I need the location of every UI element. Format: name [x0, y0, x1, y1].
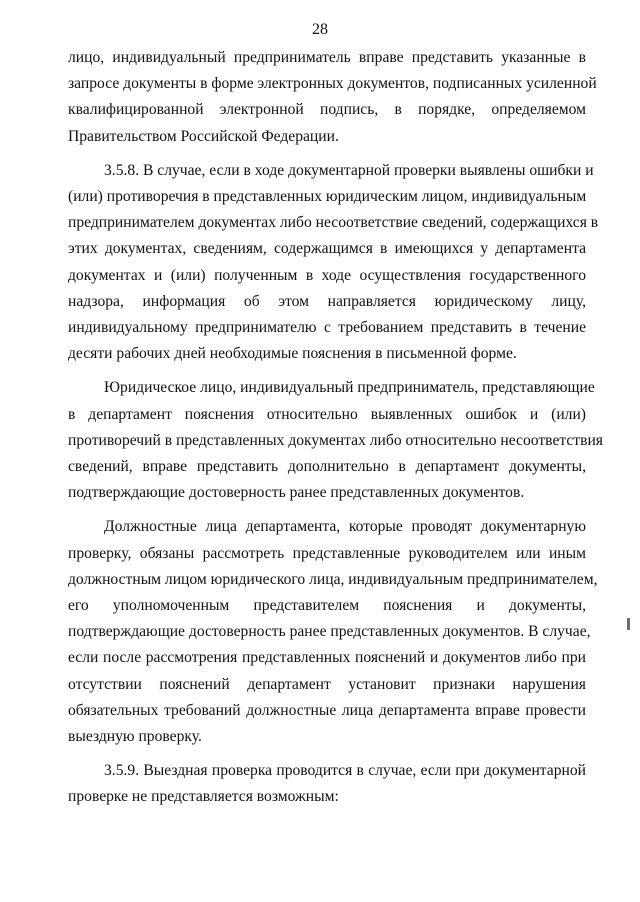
- page-number: 28: [312, 21, 328, 38]
- text-line: запросе документы в форме электронных документов, подписанных усиленной: [68, 75, 597, 93]
- text-line: надзора, информация об этом направляется юридическому лицу,: [68, 292, 586, 310]
- text-line: предпринимателем документах либо несоответствие сведений, содержащихся в: [68, 214, 599, 232]
- text-line: (или) противоречия в представленных юридическим лицом, индивидуальным: [68, 188, 587, 206]
- text-line: этих документах, сведениям, содержащимся в имеющихся у департамента: [68, 240, 586, 258]
- text-line: Юридическое лицо, индивидуальный предприниматель, представляющие: [104, 379, 595, 397]
- text-line: сведений, вправе представить дополнительно в департамент документы,: [68, 458, 586, 476]
- text-line: его уполномоченным представителем пояснения и документы,: [68, 597, 586, 615]
- document-body: [68, 45, 603, 811]
- text-line: проверку, обязаны рассмотреть представленные руководителем или иным: [68, 544, 586, 562]
- text-line: квалифицированной электронной подпись, в порядке, определяемом: [68, 101, 586, 119]
- text-line: десяти рабочих дней необходимые пояснения в письменной форме.: [68, 345, 517, 363]
- scan-edge-mark: [627, 618, 630, 630]
- paragraph-officials-review: [68, 514, 598, 750]
- text-line: подтверждающие достоверность ранее представленных документов.: [68, 484, 525, 502]
- text-line: проверке не представляется возможным:: [68, 788, 339, 806]
- text-line: выездную проверку.: [68, 728, 202, 746]
- text-line: противоречий в представленных документах либо относительно несоответствия: [68, 431, 603, 449]
- paragraph-legal-entity-explanations: [68, 375, 603, 506]
- text-line: должностным лицом юридического лица, индивидуальным предпринимателем,: [68, 570, 598, 588]
- text-line: 3.5.8. В случае, если в ходе документарной проверки выявлены ошибки и: [104, 161, 594, 179]
- text-line: обязательных требований должностные лица департамента вправе провести: [68, 701, 586, 719]
- text-line: в департамент пояснения относительно выявленных ошибок и (или): [68, 405, 586, 423]
- text-line: если после рассмотрения представленных пояснений и документов либо при: [68, 649, 586, 667]
- text-line: подтверждающие достоверность ранее представленных документов. В случае,: [68, 623, 591, 641]
- text-line: Должностные лица департамента, которые проводят документарную: [104, 518, 586, 536]
- text-line: 3.5.9. Выездная проверка проводится в случае, если при документарной: [104, 762, 586, 780]
- text-line: Правительством Российской Федерации.: [68, 127, 339, 145]
- text-line: лицо, индивидуальный предприниматель вправе представить указанные в: [68, 49, 586, 66]
- text-line: индивидуальному предпринимателю с требованием представить в течение: [68, 319, 586, 337]
- paragraph-3-5-9: [68, 758, 586, 810]
- paragraph-3-5-8: [68, 158, 599, 368]
- text-line: документах и (или) полученным в ходе осуществления государственного: [68, 266, 586, 284]
- text-line: отсутствии пояснений департамент установит признаки нарушения: [68, 675, 586, 693]
- paragraph-continuation: [68, 45, 597, 150]
